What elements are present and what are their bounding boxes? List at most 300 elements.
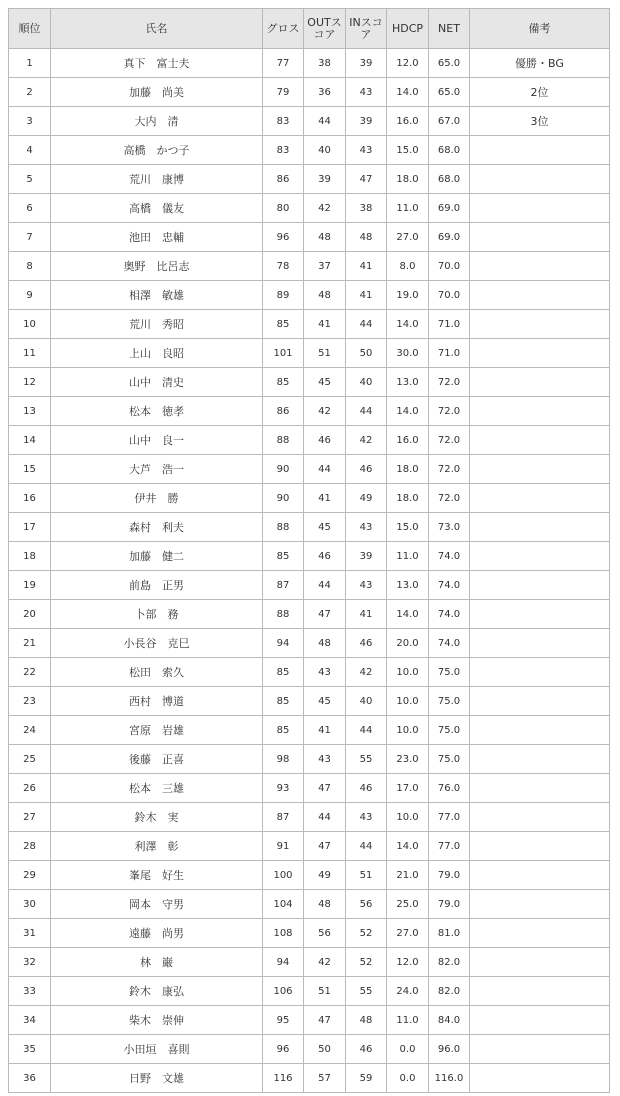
table-row [9,774,610,803]
net-cell: 75.0 [429,745,470,774]
hdcp-cell: 15.0 [387,136,429,165]
note-cell [470,1064,610,1093]
in-score-cell: 41 [346,252,387,281]
net-cell: 116.0 [429,1064,470,1093]
hdcp-cell: 14.0 [387,78,429,107]
name-cell: 加藤 尚美 [51,78,263,107]
rank-cell: 33 [9,977,51,1006]
rank-cell: 14 [9,426,51,455]
rank-cell: 15 [9,455,51,484]
net-cell: 65.0 [429,49,470,78]
hdcp-cell: 16.0 [387,426,429,455]
name-cell: 大芦 浩一 [51,455,263,484]
net-cell: 74.0 [429,571,470,600]
hdcp-cell: 18.0 [387,165,429,194]
rank-cell: 28 [9,832,51,861]
out-score-cell: 48 [304,223,346,252]
gross-cell: 90 [263,484,304,513]
net-cell: 71.0 [429,339,470,368]
note-cell [470,687,610,716]
out-score-cell: 45 [304,368,346,397]
net-cell: 75.0 [429,716,470,745]
hdcp-cell: 0.0 [387,1064,429,1093]
out-score-cell: 44 [304,107,346,136]
in-score-cell: 59 [346,1064,387,1093]
hdcp-cell: 16.0 [387,107,429,136]
rank-cell: 35 [9,1035,51,1064]
out-score-cell: 43 [304,658,346,687]
gross-cell: 106 [263,977,304,1006]
note-cell [470,368,610,397]
table-row [9,571,610,600]
hdcp-cell: 10.0 [387,716,429,745]
table-row [9,281,610,310]
net-cell: 70.0 [429,252,470,281]
rank-cell: 30 [9,890,51,919]
note-cell: 優勝・BG [470,49,610,78]
in-score-cell: 46 [346,455,387,484]
out-score-cell: 50 [304,1035,346,1064]
gross-cell: 87 [263,803,304,832]
gross-cell: 77 [263,49,304,78]
rank-cell: 4 [9,136,51,165]
note-cell [470,310,610,339]
hdcp-cell: 18.0 [387,455,429,484]
column-header-rank: 順位 [9,9,51,49]
note-cell [470,600,610,629]
table-row [9,252,610,281]
out-score-cell: 47 [304,600,346,629]
gross-cell: 95 [263,1006,304,1035]
net-cell: 96.0 [429,1035,470,1064]
in-score-cell: 43 [346,803,387,832]
in-score-cell: 42 [346,658,387,687]
net-cell: 74.0 [429,600,470,629]
out-score-cell: 51 [304,339,346,368]
name-cell: 日野 文雄 [51,1064,263,1093]
table-row [9,455,610,484]
table-row [9,194,610,223]
hdcp-cell: 13.0 [387,571,429,600]
name-cell: 鈴木 実 [51,803,263,832]
header-row [9,9,610,49]
out-score-cell: 46 [304,426,346,455]
hdcp-cell: 21.0 [387,861,429,890]
hdcp-cell: 27.0 [387,223,429,252]
hdcp-cell: 0.0 [387,1035,429,1064]
table-row [9,1064,610,1093]
note-cell [470,1035,610,1064]
name-cell: 小長谷 克巳 [51,629,263,658]
rank-cell: 31 [9,919,51,948]
net-cell: 72.0 [429,368,470,397]
out-score-cell: 48 [304,281,346,310]
gross-cell: 100 [263,861,304,890]
hdcp-cell: 13.0 [387,368,429,397]
note-cell [470,484,610,513]
name-cell: 卜部 務 [51,600,263,629]
hdcp-cell: 15.0 [387,513,429,542]
table-row [9,223,610,252]
net-cell: 65.0 [429,78,470,107]
note-cell [470,281,610,310]
in-score-cell: 56 [346,890,387,919]
name-cell: 小田垣 喜則 [51,1035,263,1064]
out-score-cell: 42 [304,397,346,426]
net-cell: 73.0 [429,513,470,542]
gross-cell: 88 [263,600,304,629]
rank-cell: 5 [9,165,51,194]
note-cell [470,194,610,223]
hdcp-cell: 14.0 [387,600,429,629]
note-cell [470,513,610,542]
net-cell: 84.0 [429,1006,470,1035]
net-cell: 72.0 [429,484,470,513]
rank-cell: 16 [9,484,51,513]
note-cell [470,397,610,426]
in-score-cell: 47 [346,165,387,194]
rank-cell: 32 [9,948,51,977]
name-cell: 山中 良一 [51,426,263,455]
gross-cell: 80 [263,194,304,223]
hdcp-cell: 12.0 [387,948,429,977]
table-row [9,919,610,948]
name-cell: 後藤 正喜 [51,745,263,774]
rank-cell: 7 [9,223,51,252]
in-score-cell: 44 [346,310,387,339]
rank-cell: 27 [9,803,51,832]
name-cell: 伊井 勝 [51,484,263,513]
column-header-hdcp: HDCP [387,9,429,49]
out-score-cell: 51 [304,977,346,1006]
column-header-out-score: OUTスコア [304,9,346,49]
name-cell: 林 巌 [51,948,263,977]
rank-cell: 36 [9,1064,51,1093]
name-cell: 高橋 かつ子 [51,136,263,165]
rank-cell: 3 [9,107,51,136]
net-cell: 68.0 [429,165,470,194]
gross-cell: 101 [263,339,304,368]
in-score-cell: 43 [346,571,387,600]
out-score-cell: 41 [304,716,346,745]
note-cell [470,716,610,745]
in-score-cell: 38 [346,194,387,223]
gross-cell: 85 [263,687,304,716]
name-cell: 上山 良昭 [51,339,263,368]
table-row [9,339,610,368]
column-header-note: 備考 [470,9,610,49]
rank-cell: 1 [9,49,51,78]
gross-cell: 79 [263,78,304,107]
hdcp-cell: 17.0 [387,774,429,803]
net-cell: 82.0 [429,977,470,1006]
gross-cell: 85 [263,368,304,397]
table-row [9,1035,610,1064]
gross-cell: 93 [263,774,304,803]
out-score-cell: 48 [304,890,346,919]
gross-cell: 89 [263,281,304,310]
gross-cell: 108 [263,919,304,948]
table-row [9,890,610,919]
table-row [9,832,610,861]
note-cell [470,745,610,774]
note-cell: 2位 [470,78,610,107]
in-score-cell: 41 [346,281,387,310]
column-header-net: NET [429,9,470,49]
gross-cell: 90 [263,455,304,484]
rank-cell: 21 [9,629,51,658]
note-cell [470,542,610,571]
table-row [9,78,610,107]
out-score-cell: 47 [304,1006,346,1035]
note-cell [470,832,610,861]
net-cell: 72.0 [429,397,470,426]
table-row [9,310,610,339]
name-cell: 真下 富士夫 [51,49,263,78]
results-table-container [8,8,610,1093]
net-cell: 68.0 [429,136,470,165]
net-cell: 70.0 [429,281,470,310]
gross-cell: 94 [263,629,304,658]
name-cell: 大内 清 [51,107,263,136]
note-cell [470,948,610,977]
note-cell [470,629,610,658]
in-score-cell: 50 [346,339,387,368]
table-row [9,803,610,832]
results-table [8,8,610,1093]
in-score-cell: 44 [346,832,387,861]
name-cell: 鈴木 康弘 [51,977,263,1006]
gross-cell: 85 [263,542,304,571]
hdcp-cell: 10.0 [387,658,429,687]
name-cell: 柴木 崇伸 [51,1006,263,1035]
gross-cell: 94 [263,948,304,977]
out-score-cell: 45 [304,687,346,716]
gross-cell: 83 [263,107,304,136]
table-row [9,542,610,571]
table-row [9,397,610,426]
in-score-cell: 51 [346,861,387,890]
in-score-cell: 46 [346,774,387,803]
out-score-cell: 48 [304,629,346,658]
rank-cell: 6 [9,194,51,223]
table-row [9,513,610,542]
hdcp-cell: 12.0 [387,49,429,78]
rank-cell: 24 [9,716,51,745]
hdcp-cell: 19.0 [387,281,429,310]
net-cell: 72.0 [429,426,470,455]
note-cell [470,774,610,803]
table-row [9,658,610,687]
rank-cell: 34 [9,1006,51,1035]
rank-cell: 2 [9,78,51,107]
gross-cell: 85 [263,658,304,687]
net-cell: 71.0 [429,310,470,339]
gross-cell: 86 [263,165,304,194]
note-cell [470,165,610,194]
table-row [9,484,610,513]
rank-cell: 9 [9,281,51,310]
net-cell: 75.0 [429,658,470,687]
hdcp-cell: 25.0 [387,890,429,919]
in-score-cell: 55 [346,977,387,1006]
out-score-cell: 57 [304,1064,346,1093]
name-cell: 利澤 彰 [51,832,263,861]
gross-cell: 98 [263,745,304,774]
name-cell: 遠藤 尚男 [51,919,263,948]
name-cell: 松本 三雄 [51,774,263,803]
net-cell: 81.0 [429,919,470,948]
note-cell: 3位 [470,107,610,136]
name-cell: 山中 清史 [51,368,263,397]
rank-cell: 12 [9,368,51,397]
net-cell: 82.0 [429,948,470,977]
out-score-cell: 36 [304,78,346,107]
rank-cell: 20 [9,600,51,629]
table-row [9,165,610,194]
rank-cell: 13 [9,397,51,426]
rank-cell: 29 [9,861,51,890]
hdcp-cell: 20.0 [387,629,429,658]
table-body [9,49,610,1093]
gross-cell: 116 [263,1064,304,1093]
gross-cell: 88 [263,426,304,455]
net-cell: 74.0 [429,629,470,658]
note-cell [470,658,610,687]
in-score-cell: 43 [346,513,387,542]
gross-cell: 78 [263,252,304,281]
in-score-cell: 42 [346,426,387,455]
out-score-cell: 37 [304,252,346,281]
rank-cell: 19 [9,571,51,600]
hdcp-cell: 10.0 [387,687,429,716]
name-cell: 西村 博道 [51,687,263,716]
net-cell: 69.0 [429,223,470,252]
table-row [9,861,610,890]
gross-cell: 88 [263,513,304,542]
rank-cell: 18 [9,542,51,571]
hdcp-cell: 30.0 [387,339,429,368]
hdcp-cell: 14.0 [387,310,429,339]
table-row [9,107,610,136]
out-score-cell: 41 [304,484,346,513]
in-score-cell: 44 [346,397,387,426]
note-cell [470,571,610,600]
in-score-cell: 40 [346,368,387,397]
hdcp-cell: 18.0 [387,484,429,513]
name-cell: 峯尾 好生 [51,861,263,890]
note-cell [470,861,610,890]
column-header-name: 氏名 [51,9,263,49]
rank-cell: 11 [9,339,51,368]
name-cell: 松本 徳孝 [51,397,263,426]
in-score-cell: 44 [346,716,387,745]
name-cell: 前島 正男 [51,571,263,600]
out-score-cell: 45 [304,513,346,542]
gross-cell: 86 [263,397,304,426]
out-score-cell: 43 [304,745,346,774]
name-cell: 高橋 儀友 [51,194,263,223]
net-cell: 79.0 [429,861,470,890]
out-score-cell: 41 [304,310,346,339]
note-cell [470,223,610,252]
column-header-in-score: INスコア [346,9,387,49]
name-cell: 荒川 康博 [51,165,263,194]
net-cell: 74.0 [429,542,470,571]
name-cell: 宮原 岩雄 [51,716,263,745]
out-score-cell: 49 [304,861,346,890]
table-row [9,977,610,1006]
out-score-cell: 42 [304,194,346,223]
rank-cell: 17 [9,513,51,542]
note-cell [470,1006,610,1035]
in-score-cell: 39 [346,107,387,136]
hdcp-cell: 14.0 [387,832,429,861]
gross-cell: 85 [263,310,304,339]
hdcp-cell: 23.0 [387,745,429,774]
in-score-cell: 52 [346,919,387,948]
net-cell: 75.0 [429,687,470,716]
name-cell: 池田 忠輔 [51,223,263,252]
note-cell [470,803,610,832]
name-cell: 松田 索久 [51,658,263,687]
note-cell [470,339,610,368]
column-header-gross: グロス [263,9,304,49]
out-score-cell: 47 [304,832,346,861]
name-cell: 相澤 敏雄 [51,281,263,310]
in-score-cell: 52 [346,948,387,977]
hdcp-cell: 11.0 [387,194,429,223]
net-cell: 69.0 [429,194,470,223]
table-row [9,49,610,78]
hdcp-cell: 11.0 [387,542,429,571]
net-cell: 67.0 [429,107,470,136]
name-cell: 森村 利夫 [51,513,263,542]
hdcp-cell: 11.0 [387,1006,429,1035]
gross-cell: 85 [263,716,304,745]
gross-cell: 91 [263,832,304,861]
table-row [9,948,610,977]
in-score-cell: 39 [346,542,387,571]
name-cell: 岡本 守男 [51,890,263,919]
table-row [9,687,610,716]
note-cell [470,136,610,165]
in-score-cell: 55 [346,745,387,774]
note-cell [470,977,610,1006]
hdcp-cell: 27.0 [387,919,429,948]
out-score-cell: 44 [304,455,346,484]
in-score-cell: 48 [346,223,387,252]
out-score-cell: 46 [304,542,346,571]
note-cell [470,426,610,455]
net-cell: 77.0 [429,803,470,832]
rank-cell: 23 [9,687,51,716]
in-score-cell: 41 [346,600,387,629]
out-score-cell: 40 [304,136,346,165]
out-score-cell: 47 [304,774,346,803]
out-score-cell: 39 [304,165,346,194]
rank-cell: 8 [9,252,51,281]
name-cell: 奥野 比呂志 [51,252,263,281]
in-score-cell: 46 [346,1035,387,1064]
net-cell: 77.0 [429,832,470,861]
table-row [9,629,610,658]
table-row [9,368,610,397]
table-row [9,600,610,629]
hdcp-cell: 8.0 [387,252,429,281]
rank-cell: 10 [9,310,51,339]
in-score-cell: 39 [346,49,387,78]
